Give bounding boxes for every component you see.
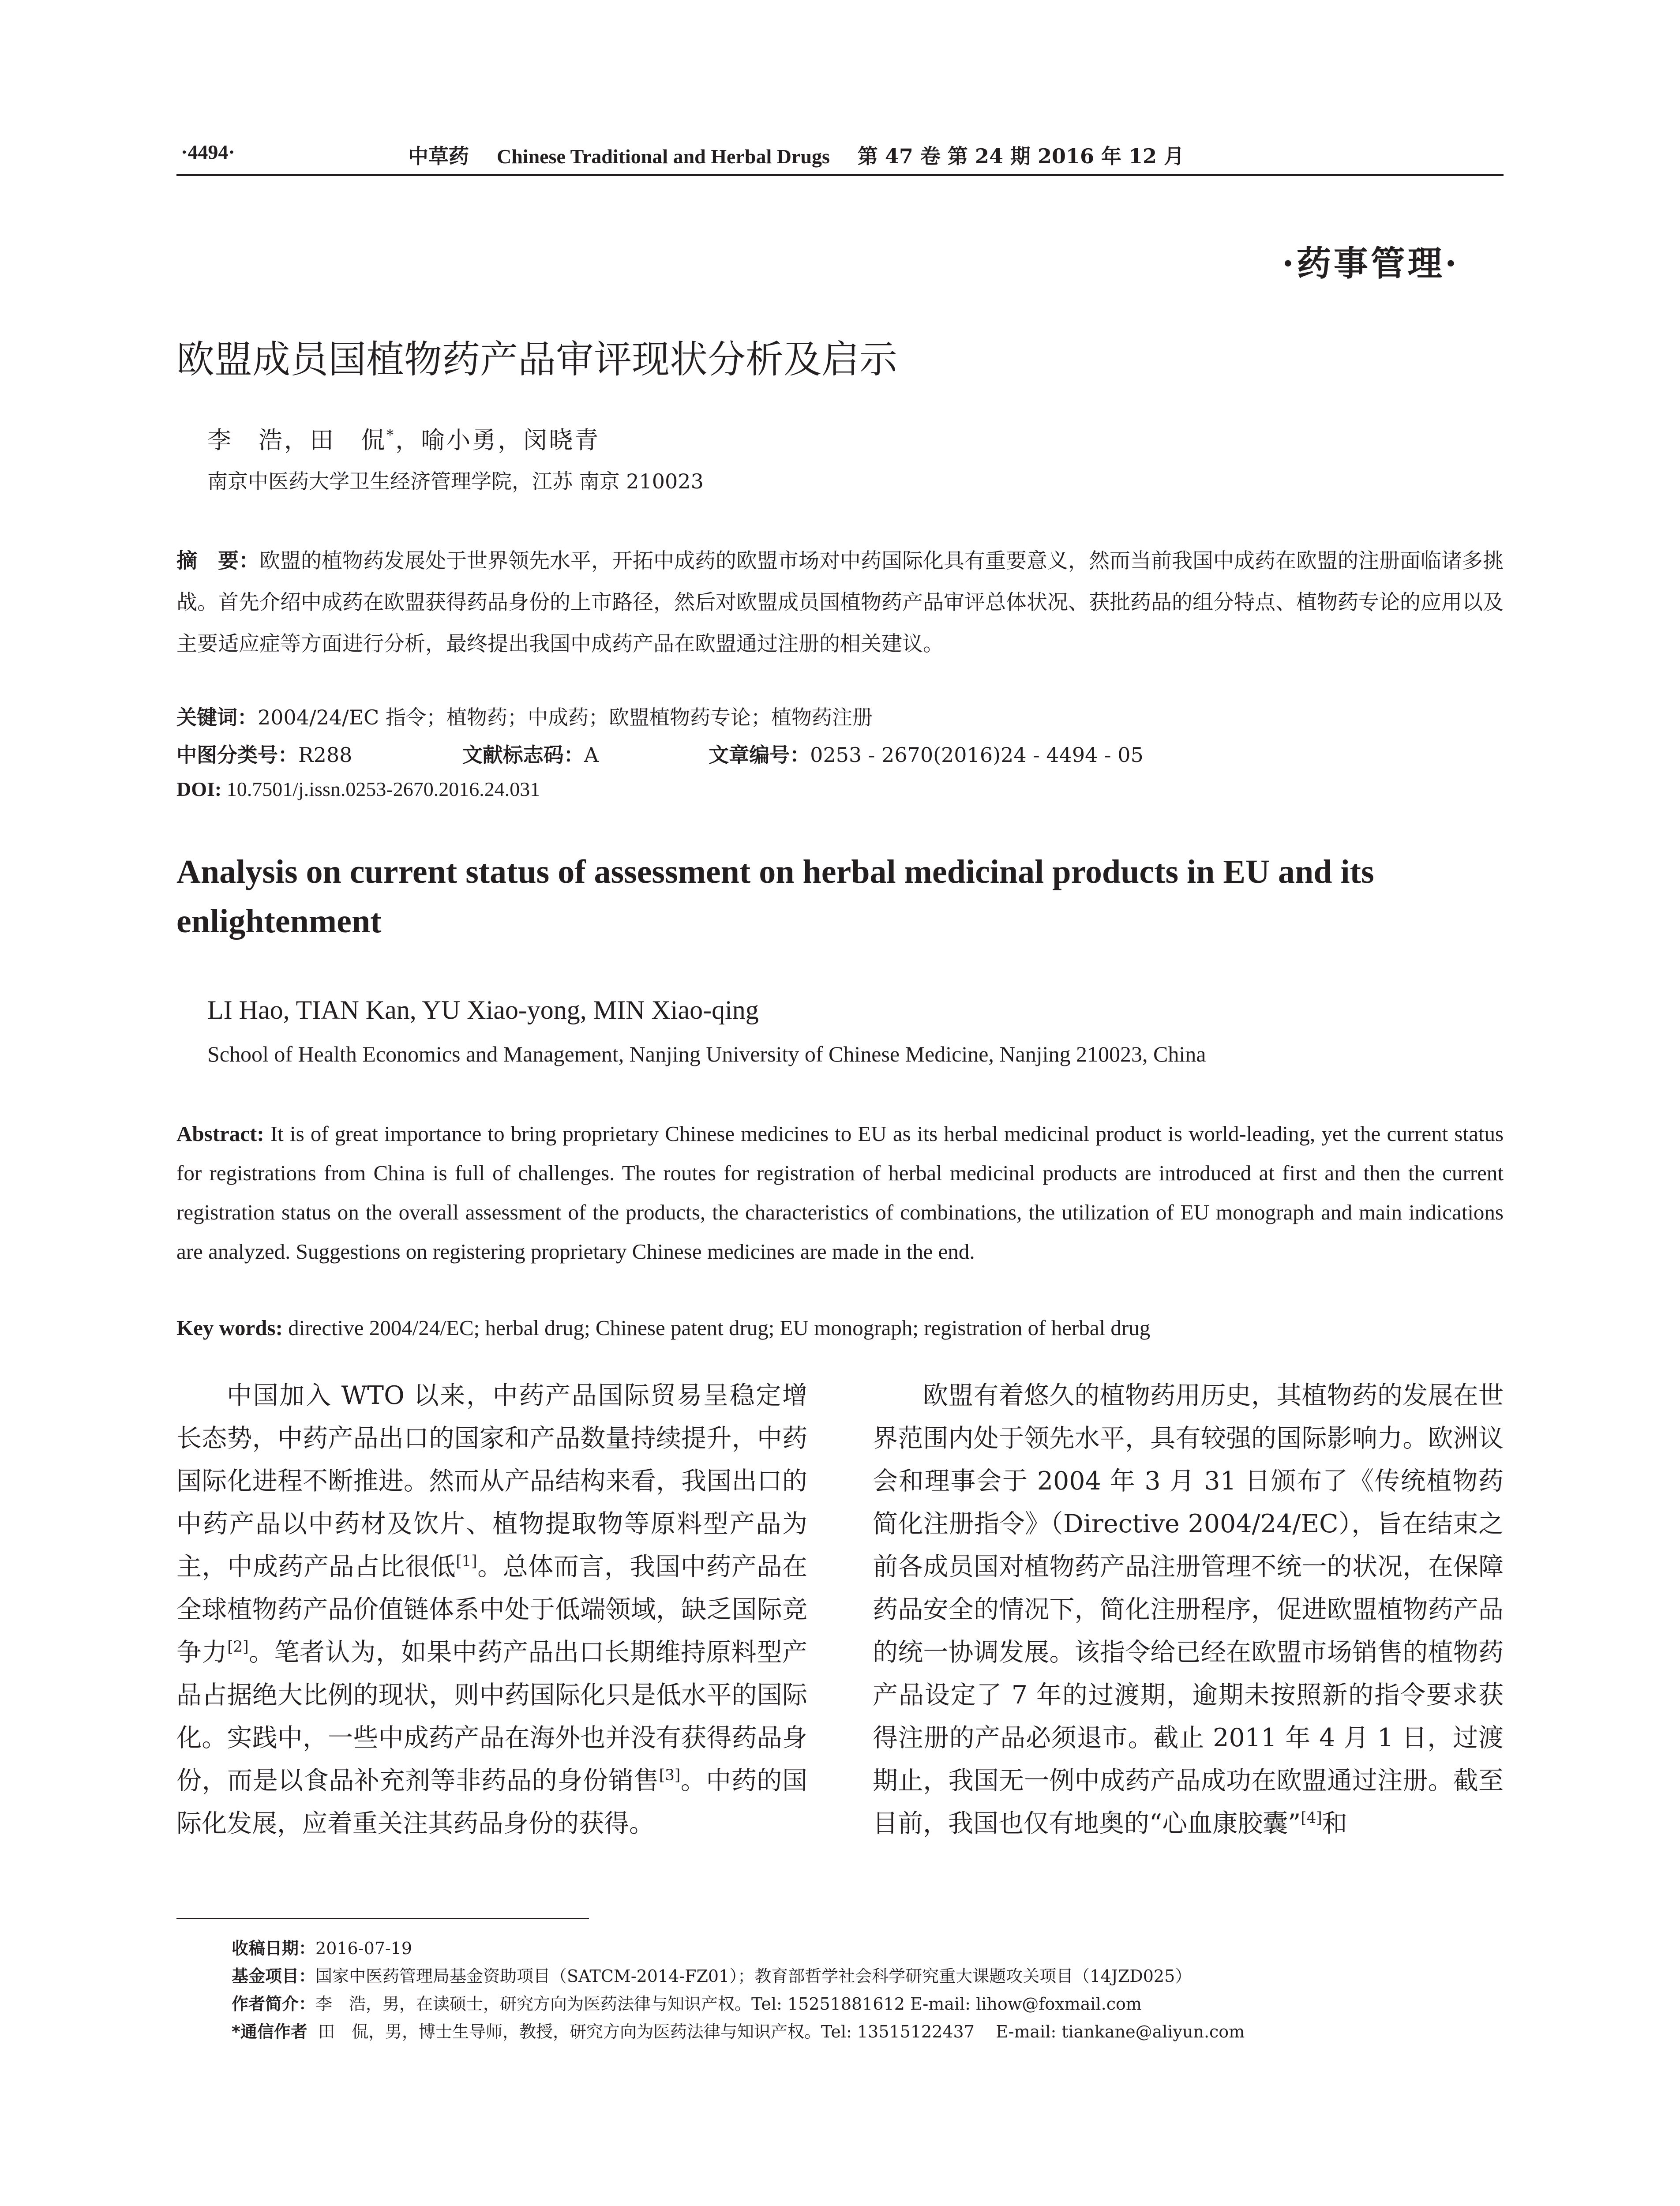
article-no-label: 文章编号： (709, 743, 810, 767)
keywords-en-text: directive 2004/24/EC; herbal drug; Chinese patent drug; EU monograph; registration of herbal drug (288, 1316, 1151, 1340)
doc-code-value: A (584, 743, 599, 767)
citation-4: [4] (1301, 1809, 1322, 1827)
body-left-text-3: 。笔者认为，如果中药产品出口长期维持原料型产品占据绝大比例的现状，则中药国际化只是低水平的国际化。实践中，一些中成药产品在海外也并没有获得药品身份，而是以食品补充剂等非药品的身份销售 (176, 1638, 808, 1795)
doi-line (176, 777, 540, 801)
corresponding-mark: * (386, 427, 396, 443)
journal-name-cn: 中草药 (408, 144, 469, 168)
journal-name-en: Chinese Traditional and Herbal Drugs (497, 145, 830, 168)
abstract-en-label: Abstract: (176, 1122, 264, 1146)
affiliation-en: School of Health Economics and Management, Nanjing University of Chinese Medicine, Nanjing 210023, China (207, 1042, 1206, 1066)
clc-label: 中图分类号： (176, 743, 298, 767)
footnote-received (232, 1935, 412, 1959)
doi-label: DOI: (176, 778, 222, 800)
citation-3: [3] (659, 1767, 681, 1784)
abstract-cn (176, 540, 1504, 665)
funding-text: 国家中医药管理局基金资助项目（SATCM-2014-FZ01）；教育部哲学社会科学研究重大课题攻关项目（14JZD025） (315, 1966, 1192, 1986)
doi-value: 10.7501/j.issn.0253-2670.2016.24.031 (226, 778, 540, 800)
journal-header (408, 140, 1184, 169)
body-right-text-2: 和 (1322, 1809, 1347, 1838)
title-cn: 欧盟成员国植物药产品审评现状分析及启示 (176, 338, 897, 382)
body-left-text-4: 。中药的国际化发展，应着重关注其药品身份的获得。 (176, 1766, 808, 1838)
citation-1: [1] (456, 1553, 477, 1570)
body-left-text-2: 。总体而言，我国中药产品在全球植物药产品价值链体系中处于低端领域，缺乏国际竞争力 (176, 1552, 808, 1667)
funding-label: 基金项目： (232, 1966, 316, 1986)
received-label: 收稿日期： (232, 1939, 316, 1958)
authors-cn (207, 421, 600, 455)
corresponding-text: 田 侃，男，博士生导师，教授，研究方向为医药法律与知识产权。Tel: 13515122437 E-mail: tiankane@aliyun.com (307, 2022, 1245, 2041)
header-rule (176, 174, 1504, 176)
classification-line (176, 739, 1144, 768)
corresponding-label: *通信作者 (232, 2022, 308, 2041)
footnote-author (232, 1990, 1142, 2015)
author-bio-label: 作者简介： (232, 1994, 316, 2014)
doc-code-label: 文献标志码： (462, 743, 584, 767)
keywords-cn-label: 关键词： (176, 705, 258, 729)
abstract-cn-label: 摘 要： (176, 549, 259, 573)
body-right-text-1: 欧盟有着悠久的植物药用历史，其植物药的发展在世界范围内处于领先水平，具有较强的国际影响力。欧洲议会和理事会于 2004 年 3 月 31 日颁布了《传统植物药简化注册指令》（Directive 2004/24/EC），旨在结束之前各成员国对植物药产品注册管理不统一的状况，在保障药品安全的情况下，简化注册程序，促进欧盟植物药产品的统一协调发展。该指令给已经在欧盟市场销售的植物药产品设定了 7 年的过渡期，逾期未按照新的指令要求获得注册的产品必须退市。截止 2011 年 4 月 1 日，过渡期止，我国无一例中成药产品成功在欧盟通过注册。截至目前，我国也仅有地奥的“心血康胶囊” (873, 1381, 1504, 1838)
authors-cn-part1: 李 浩，田 侃 (207, 426, 386, 454)
affiliation-cn: 南京中医药大学卫生经济管理学院，江苏 南京 210023 (207, 469, 704, 493)
citation-2: [2] (227, 1638, 249, 1656)
article-no-value: 0253 - 2670(2016)24 - 4494 - 05 (810, 743, 1144, 767)
abstract-cn-text: 欧盟的植物药发展处于世界领先水平，开拓中成药的欧盟市场对中药国际化具有重要意义，然而当前我国中成药在欧盟的注册面临诸多挑战。首先介绍中成药在欧盟获得药品身份的上市路径，然后对欧盟成员国植物药产品审评总体状况、获批药品的组分特点、植物药专论的应用以及主要适应症等方面进行分析，最终提出我国中成药产品在欧盟通过注册的相关建议。 (176, 549, 1504, 656)
clc-value: R288 (298, 743, 352, 767)
authors-en: LI Hao, TIAN Kan, YU Xiao-yong, MIN Xiao-qing (207, 995, 759, 1024)
keywords-cn-text: 2004/24/EC 指令；植物药；中成药；欧盟植物药专论；植物药注册 (258, 705, 873, 729)
author-bio-text: 李 浩，男，在读硕士，研究方向为医药法律与知识产权。Tel: 15251881612 E-mail: lihow@foxmail.com (315, 1994, 1142, 2014)
keywords-en-label: Key words: (176, 1316, 283, 1340)
journal-issue: 第 47 卷 第 24 期 2016 年 12 月 (857, 144, 1185, 168)
keywords-cn (176, 702, 873, 731)
footnote-rule (176, 1918, 589, 1919)
footnote-corresponding (232, 2018, 1245, 2042)
keywords-en (176, 1308, 1504, 1347)
footnote-funding (232, 1962, 1192, 1987)
page-number: ·4494· (181, 141, 235, 163)
section-label: ·药事管理· (1282, 244, 1459, 284)
body-column-left (176, 1374, 807, 1845)
authors-cn-part2: ，喻小勇，闵晓青 (395, 426, 600, 454)
abstract-en (176, 1114, 1504, 1271)
body-left-text-1: 中国加入 WTO 以来，中药产品国际贸易呈稳定增长态势，中药产品出口的国家和产品数量持续提升，中药国际化进程不断推进。然而从产品结构来看，我国出口的中药产品以中药材及饮片、植物提取物等原料型产品为主，中成药产品占比很低 (176, 1381, 807, 1581)
title-en: Analysis on current status of assessment on herbal medicinal products in EU and its enlightenment (176, 853, 1374, 940)
abstract-en-text: It is of great importance to bring proprietary Chinese medicines to EU as its herbal medicinal product is world-leading, yet the current status for registrations from China is full of challenges. The routes for registration of herbal medicinal products are introduced at first and then the current registration status on the overall assessment of the products, the characteristics of combinations, the utilization of EU monograph and main indications are analyzed. Suggestions on registering proprietary Chinese medicines are made in the end. (176, 1122, 1504, 1264)
body-column-right (873, 1374, 1504, 1845)
received-date: 2016-07-19 (315, 1939, 412, 1958)
